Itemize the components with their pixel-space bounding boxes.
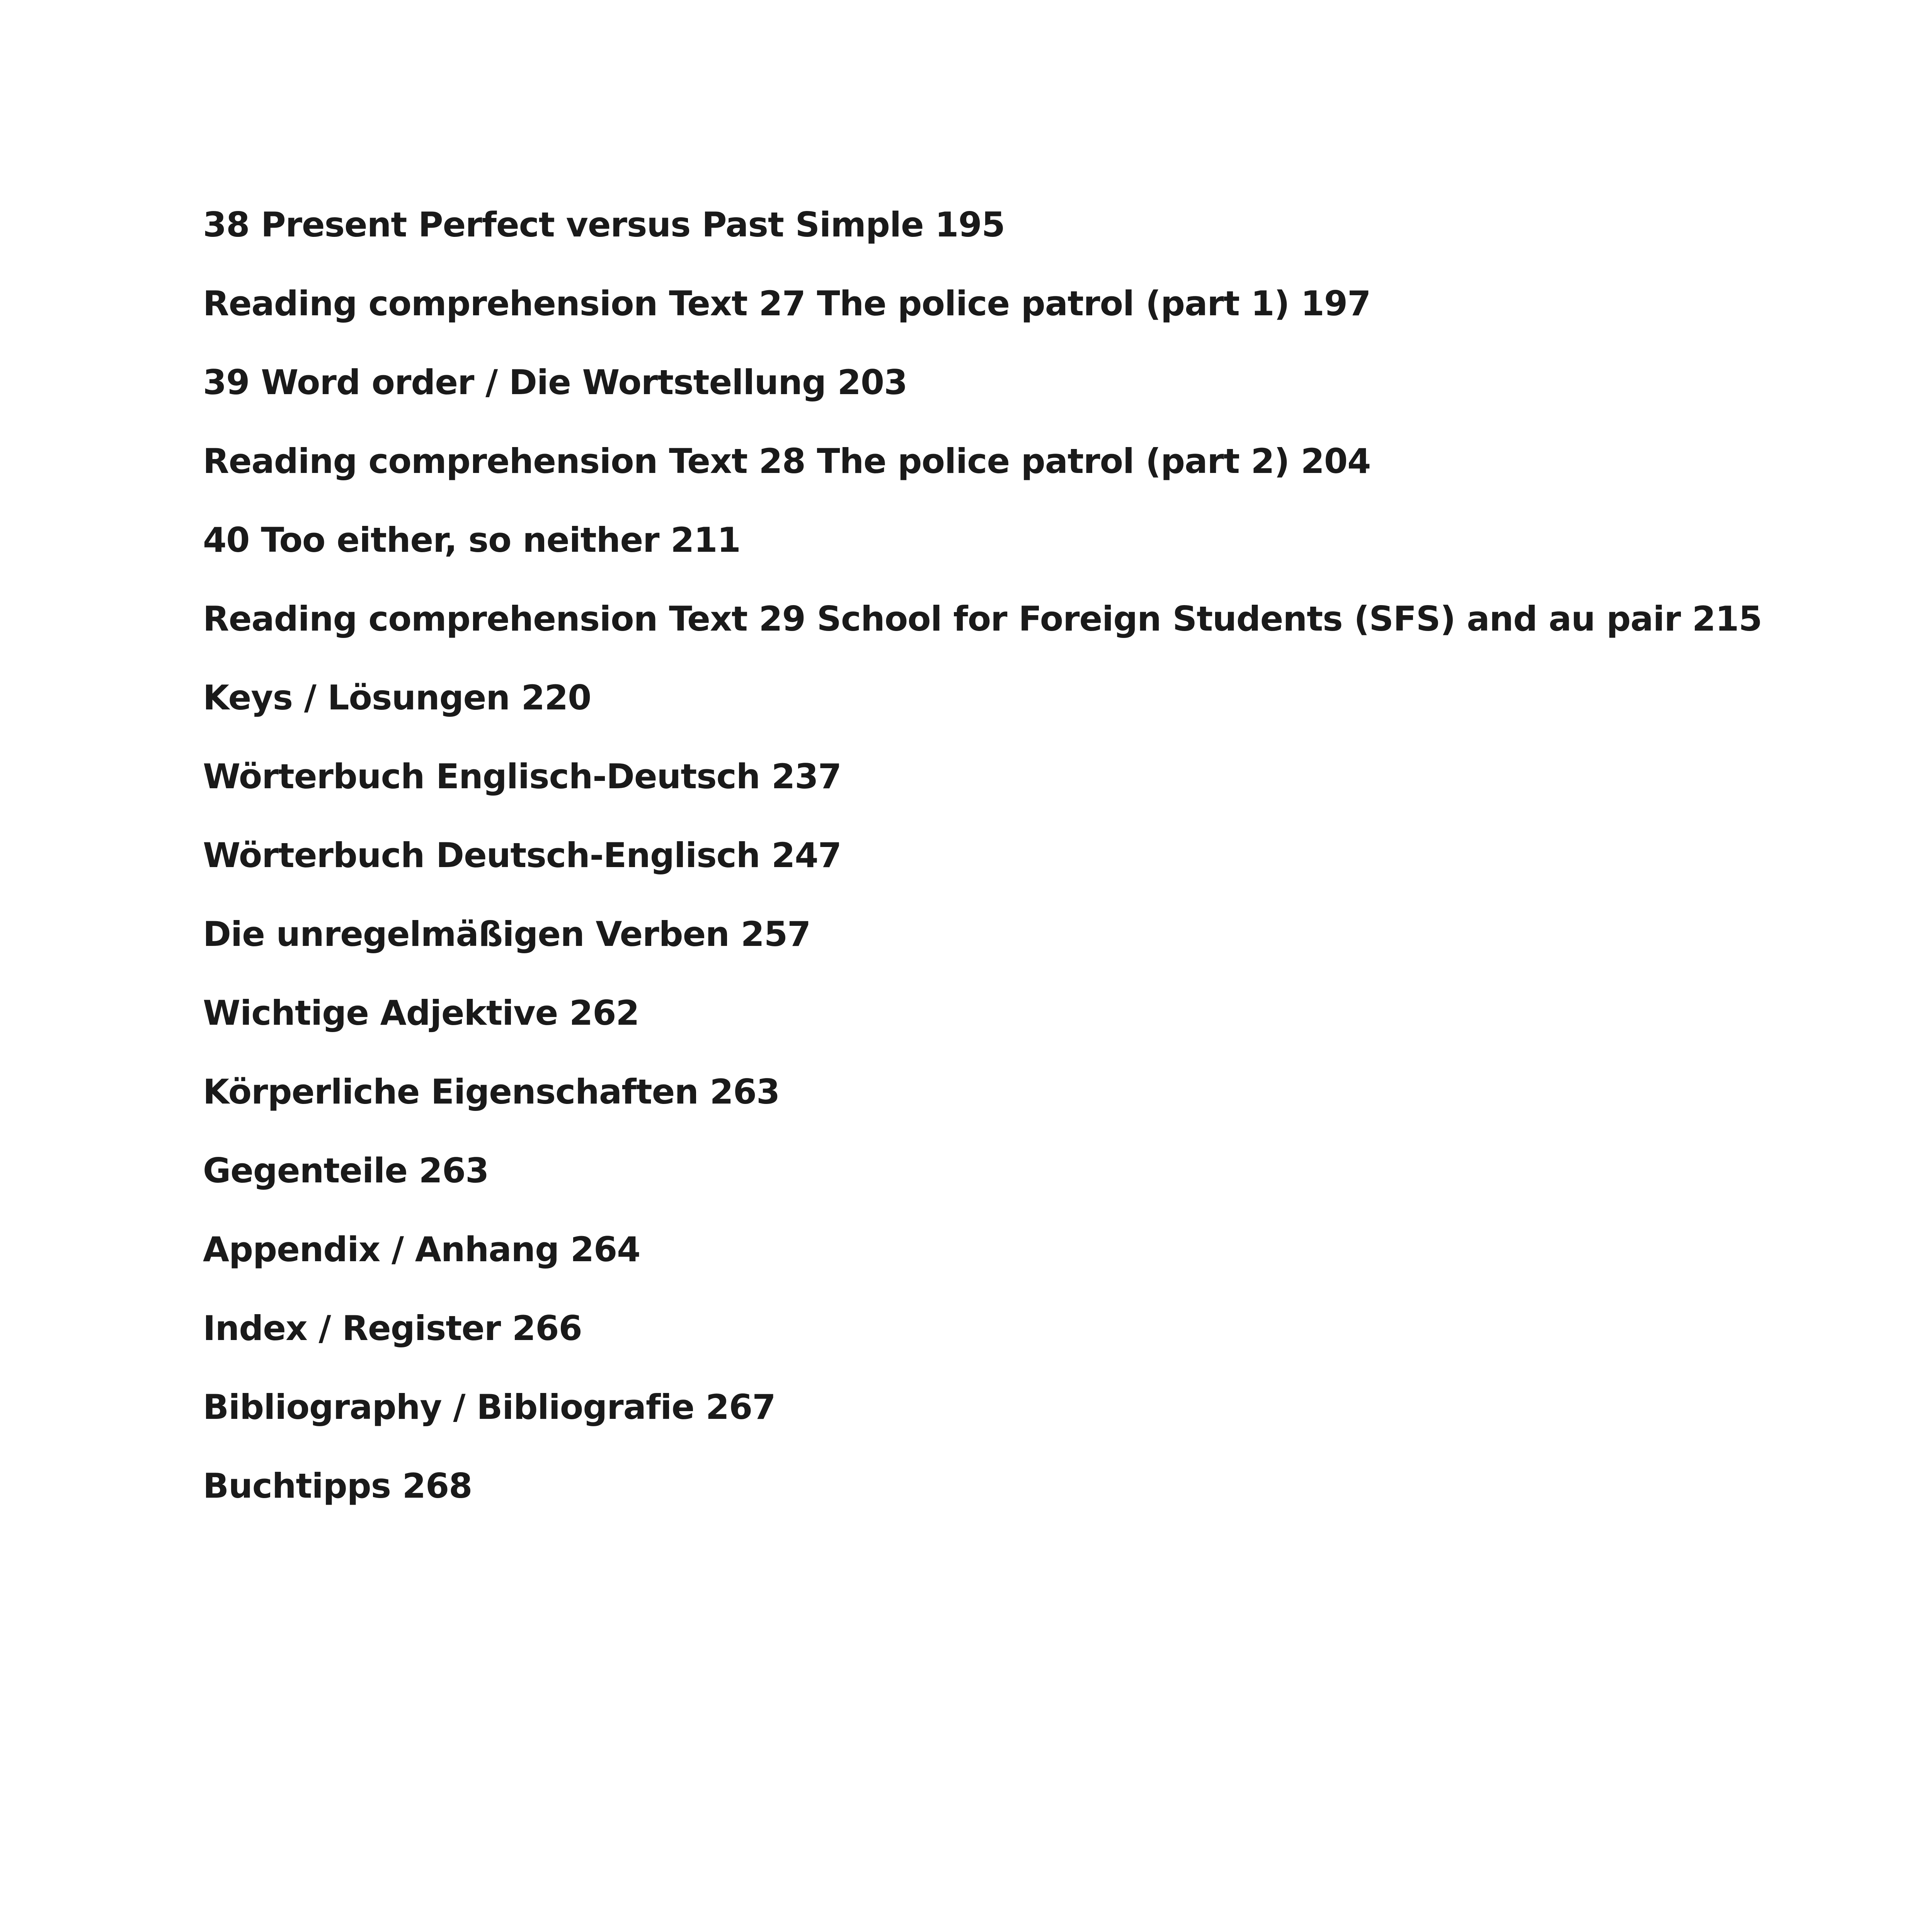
toc-entry: Appendix / Anhang 264 [203,1230,640,1269]
toc-entry: Die unregelmäßigen Verben 257 [203,914,811,954]
toc-entry: Wörterbuch Englisch-Deutsch 237 [203,757,841,796]
toc-entry: Reading comprehension Text 27 The police patrol (part 1) 197 [203,284,1371,323]
toc-entry: Reading comprehension Text 28 The police patrol (part 2) 204 [203,441,1371,481]
toc-entry: 40 Too either, so neither 211 [203,520,741,560]
toc-entry: Gegenteile 263 [203,1151,489,1190]
toc-entry: Index / Register 266 [203,1308,582,1348]
toc-entry: 38 Present Perfect versus Past Simple 195 [203,205,1005,245]
table-of-contents [203,185,1826,1526]
toc-entry: Bibliography / Bibliografie 267 [203,1387,776,1427]
toc-entry: Körperliche Eigenschaften 263 [203,1072,780,1112]
toc-entry: Buchtipps 268 [203,1466,472,1506]
toc-entry: Wörterbuch Deutsch-Englisch 247 [203,835,841,875]
toc-entry: 39 Word order / Die Wortstellung 203 [203,362,907,402]
toc-entry: Keys / Lösungen 220 [203,678,591,718]
toc-entry: Wichtige Adjektive 262 [203,993,639,1033]
toc-entry: Reading comprehension Text 29 School for Foreign Students (SFS) and au pair 215 [203,599,1762,639]
